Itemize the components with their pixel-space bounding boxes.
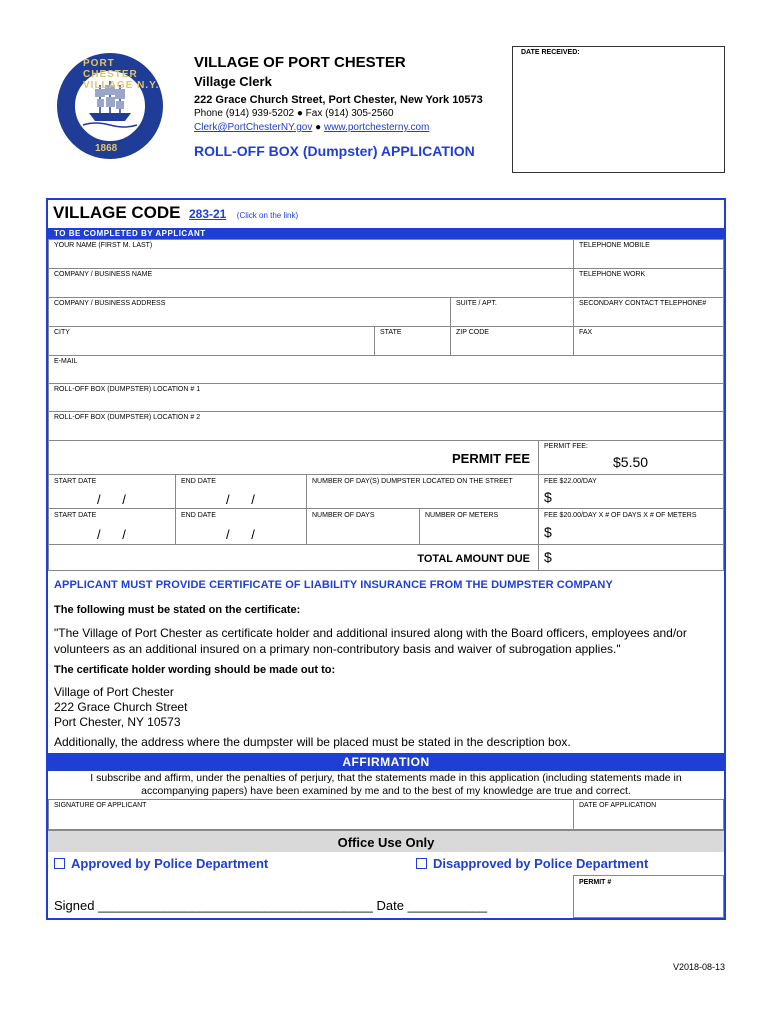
certificate-quote: "The Village of Port Chester as certificate holder and additional insured along with the Board officers, employees and/or volunteers as an additional insured on a primary non-contributory basis and waiver of subrogation applies.": [54, 626, 687, 656]
tel-mobile-field[interactable]: TELEPHONE MOBILE: [573, 239, 724, 269]
company-address-field[interactable]: COMPANY / BUSINESS ADDRESS: [48, 297, 451, 327]
fee-20-field[interactable]: FEE $20.00/DAY X # OF DAYS X # OF METERS $: [538, 508, 724, 545]
company-name-field[interactable]: COMPANY / BUSINESS NAME: [48, 268, 574, 298]
total-label: TOTAL AMOUNT DUE: [417, 553, 530, 565]
disapproved-box-icon[interactable]: [416, 858, 427, 869]
insurance-heading: APPLICANT MUST PROVIDE CERTIFICATE OF LIABILITY INSURANCE FROM THE DUMPSTER COMPANY: [54, 579, 613, 591]
placement-note: Additionally, the address where the dumpster will be placed must be stated in the description box.: [54, 735, 571, 749]
signature-field[interactable]: SIGNATURE OF APPLICANT: [48, 799, 574, 830]
village-code-label: VILLAGE CODE: [53, 203, 181, 222]
dept-name: Village Clerk: [194, 74, 272, 89]
name-field[interactable]: YOUR NAME (FIRST M. LAST): [48, 239, 574, 269]
total-row: [48, 544, 539, 571]
date-of-application-field[interactable]: DATE OF APPLICATION: [573, 799, 724, 830]
start-date-1[interactable]: START DATE / /: [48, 474, 176, 509]
date-received-box[interactable]: [512, 46, 725, 173]
meters-field[interactable]: NUMBER OF METERS: [419, 508, 539, 545]
seal-year: 1868: [95, 143, 118, 154]
tel-work-field[interactable]: TELEPHONE WORK: [573, 268, 724, 298]
approved-checkbox[interactable]: Approved by Police Department: [54, 856, 268, 871]
code-link[interactable]: 283-21: [188, 207, 227, 221]
suite-field[interactable]: SUITE / APT.: [450, 297, 574, 327]
zip-field[interactable]: ZIP CODE: [450, 326, 574, 356]
end-date-2[interactable]: END DATE / /: [175, 508, 307, 545]
contact-links: [194, 122, 429, 133]
fax-field[interactable]: FAX: [573, 326, 724, 356]
days-street-field[interactable]: NUMBER OF DAY(S) DUMPSTER LOCATED ON THE STREET: [306, 474, 539, 509]
approved-box-icon[interactable]: [54, 858, 65, 869]
signed-line: [54, 898, 487, 913]
email-link[interactable]: Clerk@PortChesterNY.gov: [194, 122, 313, 133]
secondary-tel-field[interactable]: SECONDARY CONTACT TELEPHONE#: [573, 297, 724, 327]
code-link-hint: (Click on the link): [236, 211, 299, 220]
holder-address-line3: Port Chester, NY 10573: [54, 715, 181, 729]
seal-top-text: PORT CHESTER VILLAGE N.Y.: [83, 58, 160, 91]
bullet-separator: ●: [312, 122, 324, 133]
signed-blank[interactable]: ______________________________________: [98, 898, 373, 913]
location2-field[interactable]: ROLL-OFF BOX (DUMPSTER) LOCATION # 2: [48, 411, 724, 441]
days-field[interactable]: NUMBER OF DAYS: [306, 508, 420, 545]
state-field[interactable]: STATE: [374, 326, 451, 356]
stated-heading: The following must be stated on the certificate:: [54, 604, 301, 616]
affirmation-text: I subscribe and affirm, under the penalties of perjury, that the statements made in this application (including statements made in accompanying papers) have been examined by me and to the best of my knowledge are true and correct.: [90, 772, 682, 797]
holder-address-line1: Village of Port Chester: [54, 685, 174, 699]
city-field[interactable]: CITY: [48, 326, 375, 356]
date-blank[interactable]: ___________: [407, 898, 488, 913]
website-link[interactable]: www.portchesterny.com: [323, 122, 430, 133]
disapproved-checkbox[interactable]: Disapproved by Police Department: [416, 856, 648, 871]
office-use-bar: [48, 830, 724, 852]
affirmation-bar: AFFIRMATION: [48, 753, 724, 771]
location1-field[interactable]: ROLL-OFF BOX (DUMPSTER) LOCATION # 1: [48, 383, 724, 412]
version-label: V2018-08-13: [673, 962, 726, 972]
phone-fax: Phone (914) 939-5202 ● Fax (914) 305-2560: [194, 108, 394, 119]
end-date-1[interactable]: END DATE / /: [175, 474, 307, 509]
applicant-bar: TO BE COMPLETED BY APPLICANT: [48, 228, 724, 239]
office-use-title: Office Use Only: [337, 835, 435, 850]
date-received-label: DATE RECEIVED:: [521, 49, 580, 56]
total-field[interactable]: $: [538, 544, 724, 571]
holder-address-line2: 222 Grace Church Street: [54, 700, 188, 714]
permit-fee-cell: PERMIT FEE: $5.50: [538, 440, 724, 475]
signed-label: Signed: [54, 898, 95, 913]
holder-address: [54, 685, 187, 730]
permit-number-field[interactable]: PERMIT #: [573, 875, 724, 918]
fee-22-field[interactable]: FEE $22.00/DAY $: [538, 474, 724, 509]
start-date-2[interactable]: START DATE / /: [48, 508, 176, 545]
form-title: ROLL-OFF BOX (Dumpster) APPLICATION: [194, 143, 475, 159]
permit-fee-value: $5.50: [613, 454, 649, 470]
date-label: Date: [376, 898, 404, 913]
email-field[interactable]: E-MAIL: [48, 355, 724, 384]
office-address: 222 Grace Church Street, Port Chester, New York 10573: [194, 94, 483, 106]
village-code-row: [53, 203, 298, 223]
permit-fee-row: [48, 440, 539, 475]
holder-heading: The certificate holder wording should be made out to:: [54, 664, 336, 676]
permit-fee-title: PERMIT FEE: [451, 451, 530, 466]
village-seal: [57, 53, 163, 159]
org-name: VILLAGE OF PORT CHESTER: [194, 54, 406, 71]
